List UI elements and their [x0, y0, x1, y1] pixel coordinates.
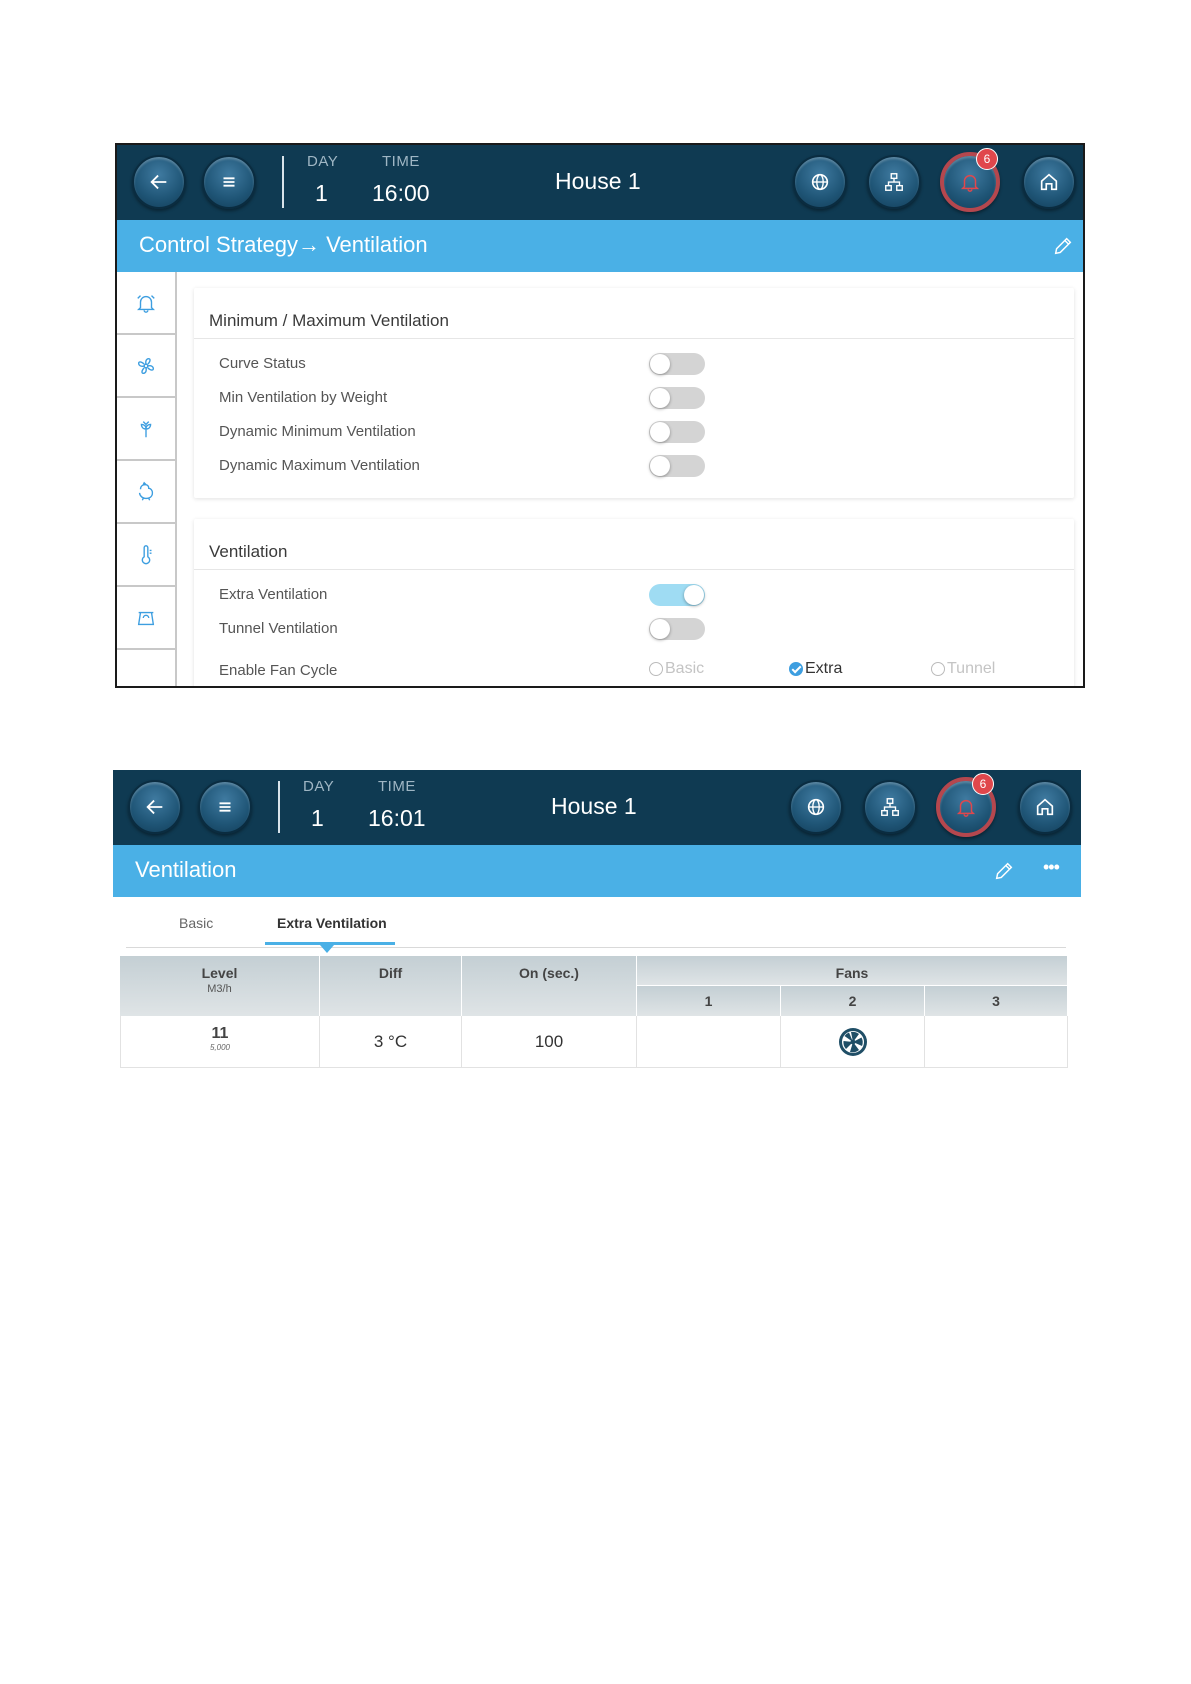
section-title: Ventilation: [209, 542, 288, 561]
section-title: Minimum / Maximum Ventilation: [209, 311, 449, 330]
col-header-on-sec: On (sec.): [462, 956, 637, 1016]
col-header-fans: Fans: [637, 956, 1068, 986]
fan-cycle-extra-radio[interactable]: Extra: [789, 660, 842, 678]
more-options-button[interactable]: •••: [1043, 857, 1059, 877]
time-label: TIME: [382, 153, 420, 170]
fan-number-3: 3: [925, 986, 1068, 1016]
table-row-diff-cell[interactable]: 3 °C: [320, 1016, 462, 1068]
sidebar-item-alarms[interactable]: [117, 272, 175, 335]
time-value: 16:01: [368, 805, 426, 831]
day-value: 1: [315, 180, 328, 206]
house-title: House 1: [551, 793, 637, 819]
fan-number-1: 1: [637, 986, 781, 1016]
curve-status-label: Curve Status: [219, 355, 306, 372]
back-button[interactable]: [128, 780, 182, 834]
table-row-fan-1-cell[interactable]: [637, 1016, 781, 1068]
extra-vent-toggle[interactable]: [649, 584, 705, 606]
bell-icon: [955, 796, 977, 818]
fan-icon: [135, 355, 157, 377]
breadcrumb-bar: [117, 220, 1083, 272]
ventilation-card: [194, 519, 1074, 688]
globe-icon: [805, 796, 827, 818]
divider: [194, 569, 1074, 570]
tab-extra-ventilation[interactable]: Extra Ventilation: [277, 915, 387, 931]
home-button[interactable]: [1022, 155, 1076, 209]
page-title: Ventilation: [135, 857, 237, 882]
menu-button[interactable]: [198, 780, 252, 834]
fan-active-icon: [837, 1026, 869, 1058]
pencil-icon[interactable]: [993, 860, 1015, 882]
day-label: DAY: [307, 153, 339, 170]
dynamic-min-vent-label: Dynamic Minimum Ventilation: [219, 423, 416, 440]
alarm-button[interactable]: [936, 777, 996, 837]
top-bar: [113, 770, 1081, 845]
curve-status-toggle[interactable]: [649, 353, 705, 375]
time-label: TIME: [378, 778, 416, 795]
scale-icon: [135, 607, 157, 629]
globe-button[interactable]: [789, 780, 843, 834]
globe-button[interactable]: [793, 155, 847, 209]
active-tab-caret: [320, 945, 334, 953]
extra-ventilation-table: [120, 956, 1068, 1071]
hamburger-icon: [218, 171, 240, 193]
table-row-level-cell[interactable]: [120, 1016, 320, 1068]
globe-icon: [809, 171, 831, 193]
header-divider: [282, 156, 284, 208]
fan-cycle-tunnel-radio[interactable]: Tunnel: [931, 660, 995, 678]
network-button[interactable]: [867, 155, 921, 209]
tabs-divider: [126, 947, 1066, 948]
level-unit: M3/h: [207, 983, 232, 995]
sidebar-item-scales[interactable]: [117, 587, 175, 650]
control-strategy-screen: [115, 143, 1085, 688]
divider: [194, 338, 1074, 339]
tunnel-vent-label: Tunnel Ventilation: [219, 620, 338, 637]
chicken-icon: [135, 481, 157, 503]
min-vent-weight-label: Min Ventilation by Weight: [219, 389, 388, 406]
alarm-count-badge: 6: [972, 773, 994, 795]
dynamic-max-vent-label: Dynamic Maximum Ventilation: [219, 457, 420, 474]
chevron-up-icon: [135, 681, 157, 689]
alarm-count-badge: 6: [976, 148, 998, 170]
day-value: 1: [311, 805, 324, 831]
col-header-level: Level M3/h: [120, 956, 320, 1016]
pencil-icon[interactable]: [1052, 235, 1074, 257]
min-vent-weight-toggle[interactable]: [649, 387, 705, 409]
plant-icon: [135, 418, 157, 440]
table-row-fan-3-cell[interactable]: [925, 1016, 1068, 1068]
breadcrumb: Control Strategy→ Ventilation: [139, 232, 428, 257]
house-title: House 1: [555, 168, 641, 194]
top-bar: [117, 145, 1083, 220]
alarm-button[interactable]: [940, 152, 1000, 212]
day-label: DAY: [303, 778, 335, 795]
header-divider: [278, 781, 280, 833]
ventilation-screen: [113, 770, 1081, 1075]
level-value: 11: [211, 1025, 229, 1042]
sidebar: [117, 272, 177, 688]
network-icon: [879, 796, 901, 818]
level-airflow: 5,000: [209, 1043, 231, 1052]
sidebar-item-temperature[interactable]: [117, 524, 175, 587]
table-row-fan-2-cell[interactable]: [781, 1016, 925, 1068]
col-header-diff: Diff: [320, 956, 462, 1016]
dynamic-max-vent-toggle[interactable]: [649, 455, 705, 477]
tunnel-vent-toggle[interactable]: [649, 618, 705, 640]
fan-cycle-basic-radio[interactable]: Basic: [649, 660, 704, 678]
sidebar-item-fans[interactable]: [117, 335, 175, 398]
time-value: 16:00: [372, 180, 430, 206]
fan-cycle-label: Enable Fan Cycle: [219, 662, 338, 679]
bell-icon: [959, 171, 981, 193]
sidebar-item-growth[interactable]: [117, 398, 175, 461]
home-icon: [1038, 171, 1060, 193]
sidebar-scroll-up[interactable]: [117, 650, 175, 688]
fan-number-2: 2: [781, 986, 925, 1016]
home-button[interactable]: [1018, 780, 1072, 834]
arrow-left-icon: [148, 171, 170, 193]
table-row-on-cell[interactable]: 100: [462, 1016, 637, 1068]
dynamic-min-vent-toggle[interactable]: [649, 421, 705, 443]
arrow-left-icon: [144, 796, 166, 818]
alarm-bell-icon: [135, 292, 157, 314]
extra-vent-label: Extra Ventilation: [219, 586, 328, 603]
min-max-ventilation-card: [194, 288, 1074, 498]
network-icon: [883, 171, 905, 193]
tab-basic[interactable]: Basic: [179, 915, 214, 931]
menu-button[interactable]: [202, 155, 256, 209]
hamburger-icon: [214, 796, 236, 818]
home-icon: [1034, 796, 1056, 818]
thermometer-icon: [135, 544, 157, 566]
title-bar: [113, 845, 1081, 897]
back-button[interactable]: [132, 155, 186, 209]
sidebar-item-birds[interactable]: [117, 461, 175, 524]
network-button[interactable]: [863, 780, 917, 834]
